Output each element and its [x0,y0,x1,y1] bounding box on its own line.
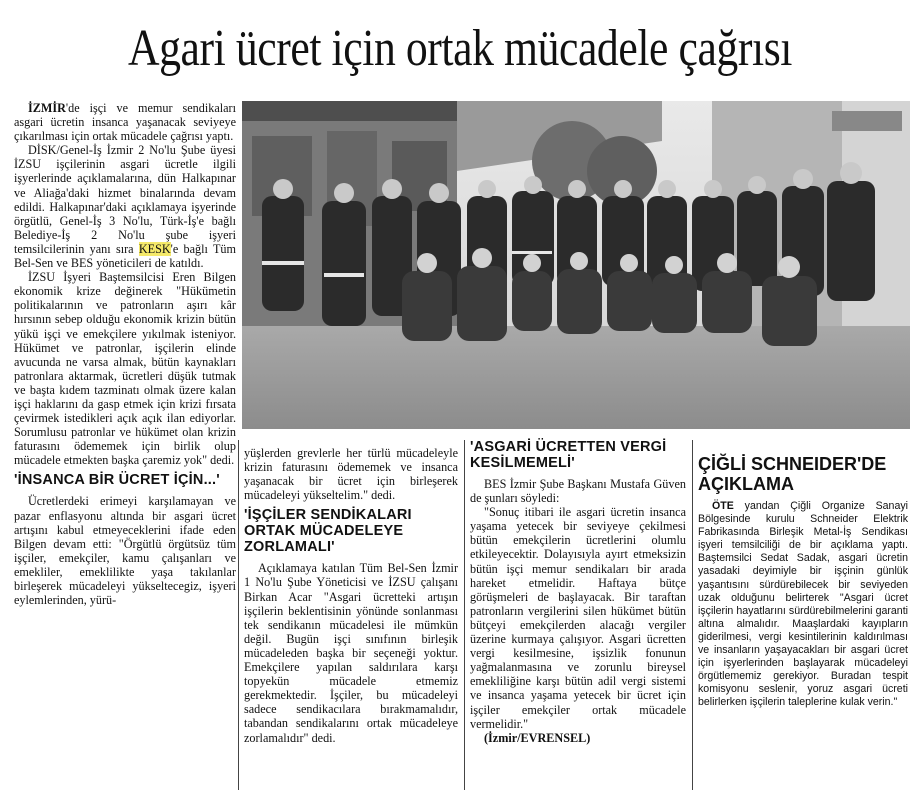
group-photo [242,101,910,429]
subheading: 'ASGARİ ÜCRETTEN VERGİ KESİLMEMELİ' [470,439,667,471]
paragraph: 'e bağlı Tüm Bel-Sen ve BES yöneticileri de katıldı. [14,241,236,271]
dateline: İZMİR [28,101,66,115]
subheading: 'İŞÇİLER SENDİKALARI ORTAK MÜCADELEYE ZORLAMALI' [244,507,412,556]
sidebar-article [698,454,908,710]
article-column-1 [14,101,236,607]
article-column-3 [470,434,686,745]
paragraph: Ücretlerdeki erimeyi karşılamayan ve pazar enflasyonu altında bir asgari ücret artışını kabul etmeyeceklerini ifade eden Bilgen devam etti: "Örgütlü örgütsüz tüm işçiler, emekçiler, kamu çalışanları ve emekliler, emeklilikte yaşa takılanlar birleşerek mücadeleyi yükseltecegiz, işyeri eylemlerinden, yürü- [14,494,236,608]
paragraph: 'de işçi ve memur sendikaları asgari ücretin insanca yaşanacak seviyeye çıkarılması için ortak mücadele çağrısı yaptı. [14,101,236,144]
paragraph: Açıklamaya katılan Tüm Bel-Sen İzmir 1 No'lu Şube Yöneticisi ve İZSU çalışanı Birkan Acar "Asgari ücretteki artışın işçilerin beklentisinin yönünde sonlanması tek sendikanın mücadelesi ile mümkün değil. Bugün işçi sınıfının birleşik mücadeleden başka bir seçeneği yoktur. Emekçilere yapılan saldırılara karşı topyekün mücadele etmemiz gerekmektedir. İşçiler, bu mücadeleyi sadece sendikacılara bırakmamalıdır, tabandan sendikalarını ortak mücadeleye zorlamalıdır" dedi. [244,561,458,745]
paragraph: "Sonuç itibari ile asgari ücretin insanca yaşama yetecek bir seviyeye çekilmesi bütün emekçilerin ücretlerini olumlu etkileyecektir. Dolayısıyla ayırt etmeksizin bütün işçi memur sendikaları bir arada hareket etmelidir. Haftaya bütçe görüşmeleri de başlayacak. Bir taraftan patronların vergilerini silen hükümet bütün bütçeyi emekçilerden alacağı vergiler üzerine kurmaya çalışıyor. Asgari ücretten vergi kesilmesine, işsizlik fonunun yağmalanmasına ve zorunlu bireysel emekliliğine karşı bütün adil vergi sistemi ve insanca yaşama yetecek bir ücret için işçiler emekçiler ortak mücadele vermelidir." [470,505,686,731]
paragraph: İZSU İşyeri Baştemsilcisi Eren Bilgen ekonomik krize değinerek "Hükümetin politikalarının ve patronların aşırı kâr hırsının sebep olduğu ekonomik krizin bütün yükü işçi ve emekçilere yıkılmak isteniyor. Hükümet ve patronlar, işçilerin elinde avucunda ne varsa almak, bütün kaynakları patronlara aktarmak, ücretleri düşük tutmak ve başta kıdem tazminatı olmak üzere kalan işçi haklarını da gasp etmek için krizi fırsata çevirmek istedikleri açık açık ilan ediyorlar. Sorumlusu patronlar ve hükümet olan krizin faturasını ödememek için birlik olup mücadele etmekten başka çaremiz yok" dedi. [14,270,236,468]
paragraph: BES İzmir Şube Başkanı Mustafa Güven de şunları söyledi: [470,477,686,506]
lead-word: ÖTE [712,500,734,512]
column-rule [692,440,693,790]
credit-line: (İzmir/EVRENSEL) [484,730,591,745]
paragraph: DİSK/Genel-İş İzmir 2 No'lu Şube üyesi İZSU işçilerinin asgari ücretle ilgili işyerlerinde açıklamalarına, dün Halkapınar ve Aliağa'daki hizmet binalarında devam edildi. Halkapınar'daki açıklamaya işyerinde örgütlü, Genel-İş 3 No'lu, Türk-İş'e bağlı Belediye-İş 2 No'lu şube işyeri temsilcilerinin yanı sıra [14,143,236,256]
column-rule [238,440,239,790]
subheading: 'İNSANCA BİR ÜCRET İÇİN...' [14,472,220,489]
paragraph: yandan Çiğli Organize Sanayi Bölgesinde kurulu Schneider Elektrik Fabrikasında Birleşik Metal-İş Sendikası işyeri temsilciliği de bir açıklama yaptı. Baştemsilci Sedat Sadak, asgari ücretin yasadaki deyimiyle bir işçinin günlük yaşantısını sürdürebilecek bir seviyeden uzak olduğunu belirterek "Asgari ücret işçilerin hayatlarını sürdürebilmelerini garanti altına almalıdır. Maaşlardaki kayıpların giderilmesi, vergi kesintilerinin kaldırılması ve insanların yaşayacakları bir asgari ücret için işyerlerinden başlayarak mücadeleyi örgütlememiz gerekiyor. Buradan tespit komisyonu seslenir, yoruz asgari ücreti belirlerken işçilerin taleplerine kulak verin." [698,500,908,709]
headline: Agari ücret için ortak mücadele çağrısı [128,20,792,77]
column-rule [464,440,465,790]
article-column-2 [244,446,458,745]
paragraph: yüşlerden grevlerle her türlü mücadeleyle krizin faturasını ödememek ve insanca yaşanacak bir ücret için birleşerek mücadeleyi yükseltelim." dedi. [244,446,458,503]
highlighted-word: KESK [138,241,171,256]
sidebar-title: ÇİĞLİ SCHNEIDER'DE AÇIKLAMA [698,454,887,494]
